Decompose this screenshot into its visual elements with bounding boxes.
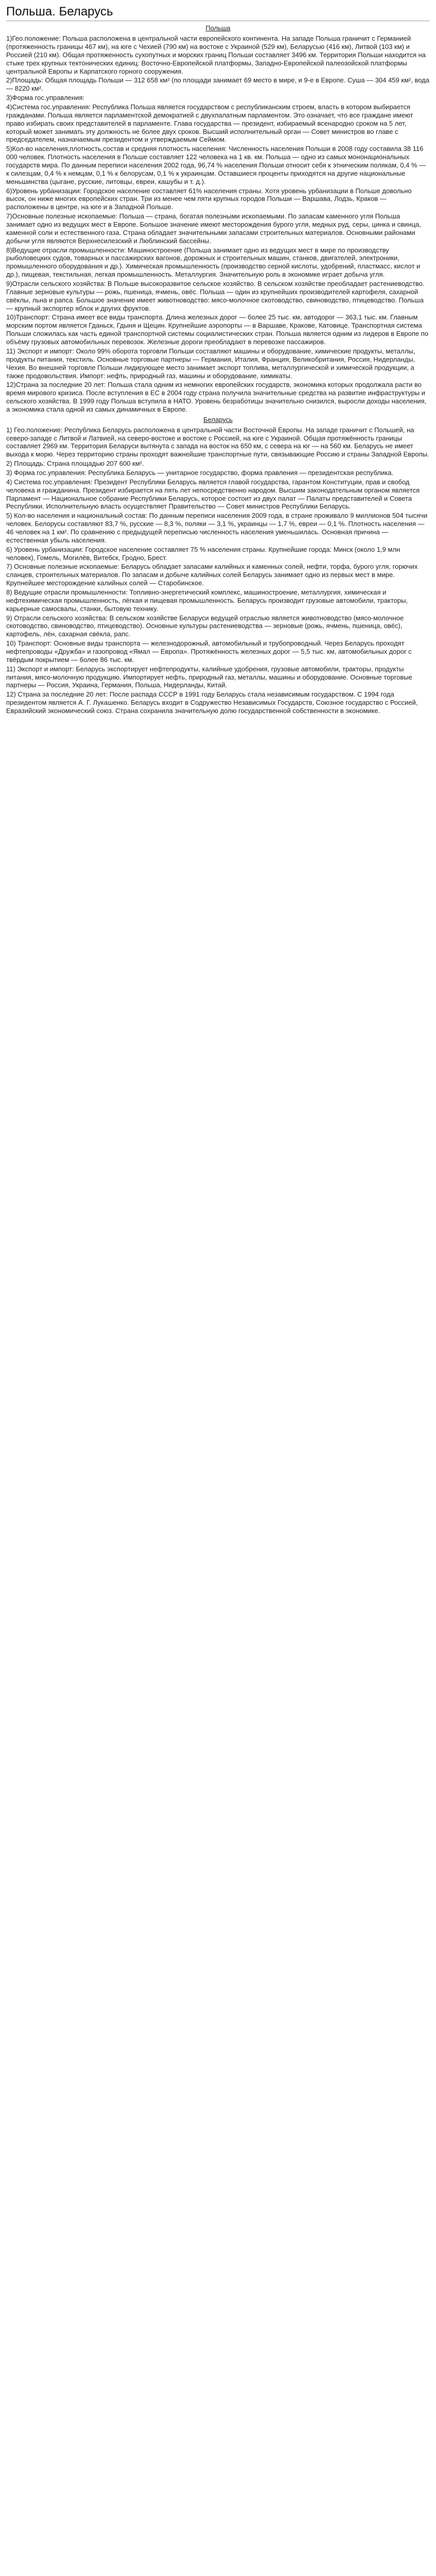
paragraph-population: 5) Кол-во населения и национальный состав: По данным переписи населения 2009 года, в стране проживало 9 миллионов 504 тысячи человек. Белорусы составляют 83,7 %, русские — 8,3 %, поляки — 3,1 %, украинцы — 1,7 %, евреи — 0,1 %. Плотность населения — 46 человек на 1 км². По сравнению с предыдущей переписью численность населения уменьшилась. Основная причина — естественная убыль населения. [6,512,429,544]
section-heading: Польша [205,24,231,32]
document [0,0,436,726]
paragraph-urbanization: 6)Уровень урбанизации: Городское население составляет 61% населения страны. Хотя уровень урбанизации в Польше довольно высок, он ниже многих европейских стран. Три из менее чем пяти крупных городов Польши — Варшава, Лодзь, Краков — расположены в центре, на юге и в Западной Польше. [6,187,414,211]
paragraph-government-system: 4)Система гос.управления: Республика Польша является государством с республиканским строем, власть в котором выбирается гражданами. Польша является парламентской демократией с двухпалатным парламентом. Это означает, что все граждане имеют право избирать своих представителей в парламенте. Глава государства — президент, избираемый всенародно сроком на 5 лет, который может занимать эту должность не более двух сроков. Высший исполнительный орган — Совет министров во главе с председателем, назначаемым президентом и утверждаемым Сеймом. [6,103,415,144]
paragraph-government-form: 3) Форма гос.управления: Республика Беларусь — унитарное государство, форма правления — президентская республика. [6,468,394,477]
section-belarus [6,416,430,715]
paragraph-area: 2) Площадь: Страна площадью 207 600 км². [6,460,144,468]
paragraph-last-20-years: 12)Страна за последние 20 лет: Польша стала одним из немногих европейских государств, экономика которых продолжала расти во время мирового кризиса. После вступления в ЕС в 2004 году страна получила значительные средства на развитие инфраструктуры и сельского хозяйства. В 1999 году Польша вступила в НАТО. Уровень безработицы значительно снизился, выросли доходы населения, а экономика стала одной из самых динамичных в Европе. [6,381,428,413]
paragraph-geo-position: 1) Гео.положение: Республика Беларусь расположена в центральной части Восточной Европы. На западе граничит с Польшей, на северо-западе с Литвой и Латвией, на северо-востоке и востоке с Россией, на юге с Украиной. Общая протяжённость границы составляет 2969 км. Территория Беларуси вытянута с запада на восток на 650 км, с севера на юг — на 560 км. Беларусь не имеет выхода к морю. Через территорию страны проходят важнейшие транспортные пути, связывающие Россию и страны Западной Европы. [6,426,429,459]
paragraph-transport: 10) Транспорт: Основные виды транспорта — железнодорожный, автомобильный и трубопроводный. Через Беларусь проходят нефтепроводы «Дружба» и газопровод «Ямал — Европа». Протяжённость железных дорог — 5,5 тыс. км, автомобильных дорог с твёрдым покрытием — более 86 тыс. км. [6,639,414,664]
paragraph-agriculture: 9)Отрасли сельского хозяйства: В Польше высокоразвитое сельское хозяйство. В сельском хозяйстве преобладает растениеводство. Главные зерновые культуры — рожь, пшеница, ячмень, овёс. Польша — один из крупнейших производителей картофеля, сахарной свёклы, льна и рапса. Большое значение имеет животноводство: мясо-молочное скотоводство, свиноводство, птицеводство. Польша — крупный экспортер яблок и других фруктов. [6,280,427,312]
paragraph-area: 2)Площадь: Общая площадь Польши — 312 658 км² (по площади занимает 69 место в мире, и 9-е в Европе. Суша — 304 459 км², вода — 8220 км². [6,76,431,93]
section-heading: Беларусь [203,415,233,423]
paragraph-last-20-years: 12) Страна за последние 20 лет: После распада СССР в 1991 году Беларусь стала независимым государством. С 1994 года президентом является А. Г. Лукашенко. Беларусь входит в Содружество Независимых Государств, Союзное государство с Россией, Евразийский экономический союз. Страна сохранила значительную долю государственной собственности в экономике. [6,690,420,715]
paragraph-minerals: 7)Основные полезные ископаемые: Польша — страна, богатая полезными ископаемыми. По запасам каменного угля Польша занимает одно из ведущих мест в Европе. Большое значение имеют месторождения бурого угля, медных руд, серы, цинка и свинца, каменной соли и естественного газа. Страна обладает значительными запасами строительных материалов. Основными районами добычи угля являются Верхнесилезский и Люблинский бассейны. [6,212,423,245]
paragraph-transport: 10)Транспорт: Страна имеет все виды транспорта. Длина железных дорог — более 25 тыс. км, автодорог — 363,1 тыс. км. Главным морским портом является Гданьск, Гдыня и Щецин. Крупнейшие аэропорты — в Варшаве, Кракове, Катовице. Транспортная система Польши сложилась как часть единой транспортной системы социалистических стран. Польша является одним из лидеров в Европе по объёму грузовых автомобильных перевозок. Железные дороги преобладают в перевозке пассажиров. [6,313,430,346]
paragraph-urbanization: 6) Уровень урбанизации: Городское население составляет 75 % населения страны. Крупнейшие города: Минск (около 1,9 млн человек), Гомель, Могилёв, Витебск, Гродно, Брест. [6,545,402,562]
paragraph-government-form: 3)Форма гос.управления: [6,94,84,102]
paragraph-industry: 8)Ведущие отрасли промышленности: Машиностроение (Польша занимает одно из ведущих мест в мире по производству рыболовецких судов, товарных и пассажирских вагонов, дорожных и строительных машин, станков, двигателей, электроники, промышленного оборудования и др.). Химическая промышленность (производство серной кислоты, удобрений, пластмасс, кислот и др.), пищевая, текстильная, легкая промышленность. Металлургия. Значительную роль в экономике играет добыча угля. [6,246,422,279]
document-title: Польша. Беларусь [6,4,430,21]
paragraph-geo-position: 1)Гео.положение: Польша расположена в центральной части европейского континента. На западе Польша граничит с Германией (протяженность границы 467 км), на юге с Чехией (790 км) на востоке с Украиной (529 км), Беларусью (416 км), Литвой (103 км) и Россией (210 км). Общая протяженность сухопутных и морских границ Польши составляет 3496 км. Территория Польши находится на стыке трех крупных тектонических единиц: Восточно-Европейской платформы, Западно-Европейской палеозойской платформы центральной Европы и Карпатского горного сооружения. [6,35,428,75]
paragraph-government-system: 4) Система гос.управления: Президент Республики Беларусь является главой государства, гарантом Конституции, прав и свобод человека и гражданина. Президент избирается на пять лет непосредственно народом. Высшим законодательным органом является Парламент — Национальное собрание Республики Беларусь, которое состоит из двух палат — Палаты представителей и Совета Республики. Исполнительную власть осуществляет Правительство — Совет министров Республики Беларусь. [6,478,422,511]
paragraph-agriculture: 9) Отрасли сельского хозяйства: В сельском хозяйстве Беларуси ведущей отраслью является животноводство (мясо-молочное скотоводство, свиноводство, птицеводство). Основные культуры растениеводства — зерновые (рожь, ячмень, пшеница, овёс), картофель, лён, сахарная свёкла, рапс. [6,614,406,638]
paragraph-population: 5)Кол-во населения,плотность,состав и средняя плотность населения: Численность населения Польши в 2008 году составила 38 116 000 человек. Плотность населения в Польше составляет 122 человека на 1 кв. км. Польша — одно из самых мононациональных государств мира. По данным переписи населения 2002 года, 96,74 % населения Польши относит себя к этническим полякам, 0,4 % — к силезцам, 0,4 % к немцам, 0,1 % к белорусам, 0,1 % к украинцам. Оставшиеся проценты приходятся на другие национальные меньшинства (цыгане, русские, литовцы, евреи, кашубы и т. д.). [6,145,428,185]
paragraph-minerals: 7) Основные полезные ископаемые: Беларусь обладает запасами калийных и каменных солей, нефти, торфа, бурого угля, горючих сланцев, строительных материалов. По запасам и добыче калийных солей Беларусь занимает одно из первых мест в мире. Крупнейшее месторождение калийных солей — Старобинское. [6,563,420,587]
paragraph-industry: 8) Ведущие отрасли промышленности: Топливно-энергетический комплекс, машиностроение, металлургия, химическая и нефтехимическая промышленность, лёгкая и пищевая промышленность. Беларусь производит грузовые автомобили, тракторы, карьерные самосвалы, станки, бытовую технику. [6,588,410,613]
paragraph-export-import: 11) Экспорт и импорт: Беларусь экспортирует нефтепродукты, калийные удобрения, грузовые автомобили, тракторы, продукты питания, мясо-молочную продукцию. Импортирует нефть, природный газ, металлы, машины и оборудование. Основные торговые партнеры — Россия, Украина, Германия, Польша, Нидерланды, Китай. [6,665,414,689]
paragraph-export-import: 11) Экспорт и импорт: Около 99% оборота торговли Польши составляют машины и оборудование, химические продукты, металлы, продукты питания, текстиль. Основные торговые партнеры — Германия, Италия, Франция, Великобритания, Россия, Нидерланды, Чехия. Во внешней торговле Польши лидирующее место занимает экспорт топлива, металлургической и химической продукции, а также продовольствия. Импорт: нефть, природный газ, машины и оборудование, химикаты. [6,347,417,380]
section-poland [6,24,430,414]
